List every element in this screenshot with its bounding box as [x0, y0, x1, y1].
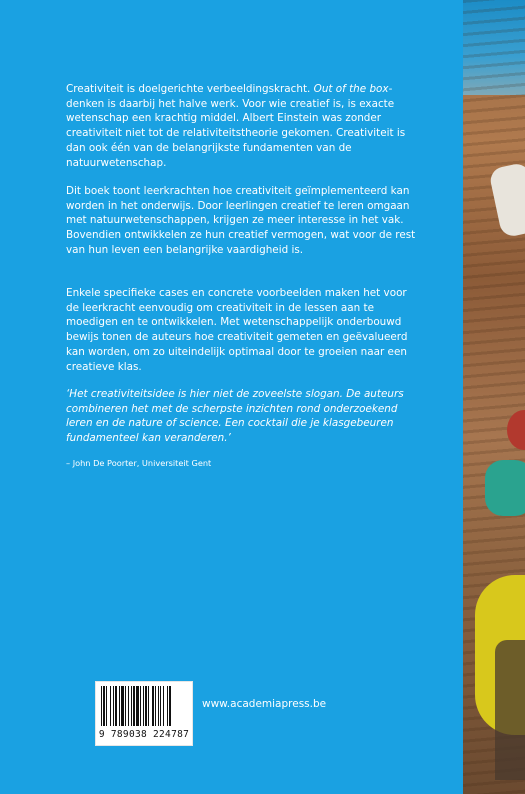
barcode-icon	[100, 686, 188, 726]
endorsement-attribution: – John De Poorter, Universiteit Gent	[66, 458, 212, 468]
endorsement-quote: ‘Het creativiteitsidee is hier niet de zoveelste slogan. De auteurs combineren het met de scherpste inzichten rond onderzoekend leren en de nature of science. Een cocktail die je klasgebeuren fundamenteel kan veranderen.’	[66, 388, 404, 445]
blurb-emphasis: Out of the box	[313, 83, 389, 95]
blurb-paragraph-3: Enkele specifieke cases en concrete voorbeelden maken het voor de leerkracht eenvoudig om creativiteit in de lessen aan te moedigen en te ontwikkelen. Met wetenschappelijk onderbouwd bewijs tonen de auteurs hoe creativiteit gemeten en geëvalueerd kan worden, om zo uiteindelijk optimaal door te groeien naar een creatieve klas.	[66, 287, 408, 373]
publisher-website: www.academiapress.be	[202, 698, 327, 710]
isbn-barcode	[95, 681, 193, 746]
blurb-paragraph-2: Dit boek toont leerkrachten hoe creativiteit geïmplementeerd kan worden in het onderwijs. Door leerlingen creatief te leren omgaan met natuurwetenschappen, krijgen ze meer interesse in het vak. Bovendien ontwikkelen ze hun creatief vermogen, wat voor de rest van hun leven een belangrijke vaardigheid is.	[66, 185, 416, 256]
blurb-paragraph-1: Creativiteit is doelgerichte verbeeldingskracht. Out of the box-denken is daarbij het halve werk. Voor wie creatief is, is exacte wetenschap een krachtig middel. Albert Einstein was zonder creativiteit niet tot de relativiteitstheorie gekomen. Creativiteit is dan ook één van de belangrijkste fundamenten van de natuurwetenschap.	[66, 83, 406, 169]
cover-photo-strip	[463, 0, 525, 794]
isbn-number: 9 789038 224787	[98, 729, 190, 740]
